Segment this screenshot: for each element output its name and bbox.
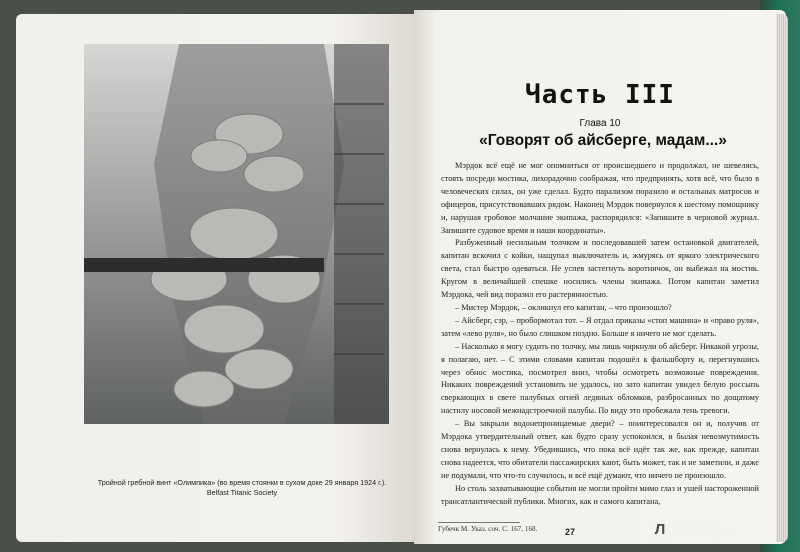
watermark xyxy=(650,520,790,542)
paragraph: Разбуженный несильным толчком и последовавшей затем остановкой двигателей, капитан вскочил с койки, нащупал выключатель и, жмурясь от яркого электрического света, стал быстро одеваться. Не успев застегнуть воротничок, он выбежал на мостик. Кругом в величайшей спешке носились члены экипажа. Потом капитан заметил Мэрдока, чей вид поразил его растерянностью. xyxy=(441,238,759,300)
paragraph: – Айсберг, сэр, – пробормотал тот. – Я отдал приказы «стоп машина» и «право руля», затем «лево руля», но было слишком поздно. Больше я ничего не мог сделать. xyxy=(441,315,759,338)
paragraph: Но столь захватывающие события не могли пройти мимо глаз и ушей настороженной трансатлантической публики. Многих, как и самого капитана, xyxy=(441,483,759,506)
paragraph: – Вы закрыли водонепроницаемые двери? – поинтересовался он и, получив от Мэрдока утвердительный ответ, как будто сразу успокоился, и былая невозмутимость снова вернулась к нему. Убедившись, что пока всё идёт так же, как прежде, капитан снова надеется, что обитатели пассажирских кают, быть может, так и не заметили, и даже не подумали, что что-то случилось, и всё ещё думают, что ничего не произошло. xyxy=(441,419,759,480)
watermark-text: Лабиринт xyxy=(674,520,750,539)
paragraph: – Насколько я могу судить по толчку, мы лишь чиркнули об айсберг. Никакой угрозы, я полагаю, нет. – С этими словами капитан подошёл к фальшборту и, перегнувшись через обнос мостика, посмотрел вниз, чтобы осмотреть возможные повреждения. Никаких повреждений установить не удалось, но зато капитан увидел белую россыпь сверкающих в свете палубных огней ледяных обломков, разбросанных по дощатому настилу носовой межнадстроечной палубы. По виду это пробежала тень тревоги. xyxy=(441,341,759,416)
paragraph: Мэрдок всё ещё не мог опомниться от происшедшего и продолжал, не шевелясь, стоять посреди мостика, лихорадочно соображая, что предпринять, хотя всё, что было в человеческих силах, он уже сделал. Будто парализом поразило и остальных матросов и офицеров, присутствовавших рядом. Наконец Мэрдок повернулся к шестому помощнику и, нарушая гробовое молчание экипажа, распорядился: «Запишите в черновой журнал. Запишите судовое время и наши координаты». xyxy=(441,161,759,235)
page-number: 27 xyxy=(564,527,575,537)
propeller-photo xyxy=(84,44,389,424)
page-edges xyxy=(776,14,788,542)
chapter-title: «Говорят об айсберге, мадам...» xyxy=(479,132,727,149)
labirint-logo-icon: Л xyxy=(650,520,670,540)
part-heading: Часть III xyxy=(525,80,675,110)
paragraph: – Мистер Мэрдок, – окликнул его капитан, – что произошло? xyxy=(455,302,672,312)
footnote: Губечк М. Указ. соч. С. 167, 168. xyxy=(438,525,538,533)
footnote-divider xyxy=(438,522,520,523)
photo-caption xyxy=(92,478,392,498)
body-text xyxy=(441,160,759,508)
caption-credit: Belfast Titanic Society xyxy=(206,488,278,497)
propeller-illustration xyxy=(84,44,389,424)
chapter-number: Глава 10 xyxy=(579,118,621,129)
caption-line: Тройной гребной винт «Олимпика» (во время стоянки в сухом доке 29 января 1924 г.). xyxy=(97,478,387,487)
